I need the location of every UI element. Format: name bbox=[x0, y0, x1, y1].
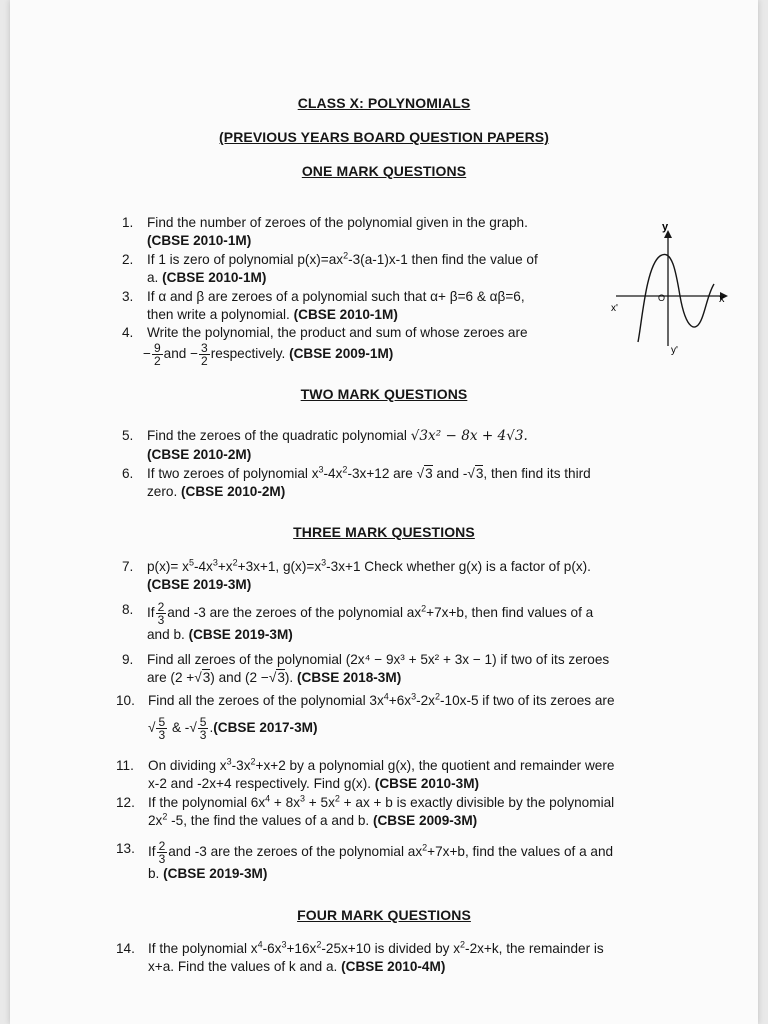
section-three-mark: THREE MARK QUESTIONS bbox=[293, 524, 475, 540]
curve bbox=[638, 254, 714, 342]
fraction-root-five-thirds-2: $\frac{5}{3}$ bbox=[199, 714, 207, 742]
question-12: 12. If the polynomial $6x^4 + 8x^3 + 5x^2$ + ax + b is exactly divisible by the polynomial $2x^2$ -5, the find the values of a and b. (CBSE 2009-3M) bbox=[116, 793, 615, 828]
label-y-prime: y' bbox=[671, 345, 678, 356]
document-title: CLASS X: POLYNOMIALS bbox=[297, 95, 471, 111]
question-9: 9. Find all zeroes of the polynomial (2x⁴ − 9x³ + 5x² + 3x − 1) if two of its zeroes are (2 +√3) and (2 −√3). (CBSE 2018-3M) bbox=[122, 652, 610, 685]
question-14: 14. If the polynomial $x^4-6x^3+16x^2-25x+10$ is divided by $x^2-2x+k$, the remainder is x+a. Find the values of k and a. (CBSE 2010-4M) bbox=[116, 939, 604, 974]
question-3: 3. If α and β are zeroes of a polynomial such that α+ β=6 & αβ=6, then write a polynomial. (CBSE 2010-1M) bbox=[122, 289, 525, 322]
label-x-prime: x' bbox=[611, 303, 618, 314]
polynomial-graph bbox=[608, 222, 730, 358]
question-13: 13. If $\frac{2}{3}$ and -3 are the zeroes of the polynomial $ax^2+7x+b$, find the values of a and b. (CBSE 2019-3M) bbox=[116, 839, 614, 881]
label-x: x bbox=[719, 293, 725, 305]
fraction-three-halves: $\frac{3}{2}$ bbox=[201, 340, 208, 368]
question-7: 7. $p(x)= x^5-4x^3+x^2+3x+1$, $g(x)=x^3-3x+1$ Check whether g(x) is a factor of p(x). (CBSE 2019-3M) bbox=[122, 557, 591, 592]
label-origin: O bbox=[658, 293, 666, 303]
fraction-nine-halves: $\frac{9}{2}$ bbox=[153, 340, 161, 368]
question-1: 1. Find the number of zeroes of the polynomial given in the graph. (CBSE 2010-1M) bbox=[122, 215, 528, 248]
question-10: 10. Find all the zeroes of the polynomial $3x^4+6x^3-2x^2-10x-5$ if two of its zeroes are √ $\frac{5}{3}$ & -√ $\frac{5}{3}$ .(CBSE 2017-3M) bbox=[116, 691, 615, 742]
question-2: 2. If 1 is zero of polynomial $p(x)=ax^2-3(a-1)x-1$ then find the value of a. (CBSE 2010-1M) bbox=[122, 250, 538, 285]
fraction-two-thirds-2: $\frac{2}{3}$ bbox=[158, 839, 166, 866]
fraction-root-five-thirds: $\frac{5}{3}$ bbox=[158, 714, 166, 742]
label-y: y bbox=[662, 222, 669, 233]
question-8: 8. If $\frac{2}{3}$ and -3 are the zeroes of the polynomial $ax^2+7x+b$, then find values of a and b. (CBSE 2019-3M) bbox=[122, 600, 594, 642]
fraction-two-thirds: $\frac{2}{3}$ bbox=[157, 600, 165, 627]
section-four-mark: FOUR MARK QUESTIONS bbox=[297, 907, 471, 923]
question-5: 5. Find the zeroes of the quadratic polynomial √3x² − 8x + 4√3. (CBSE 2010-2M) bbox=[122, 428, 528, 462]
quadratic-expression: √3x² − 8x + 4√3. bbox=[410, 428, 528, 444]
section-two-mark: TWO MARK QUESTIONS bbox=[300, 386, 468, 402]
section-one-mark: ONE MARK QUESTIONS bbox=[301, 163, 467, 179]
document-subtitle: (PREVIOUS YEARS BOARD QUESTION PAPERS) bbox=[219, 129, 549, 145]
question-6: 6. If two zeroes of polynomial $x^3-4x^2-3x+12$ are √3 and -√3, then find its third zero. (CBSE 2010-2M) bbox=[122, 464, 591, 499]
question-4: 4. Write the polynomial, the product and sum of whose zeroes are − $\frac{9}{2}$ and − $\frac{3}{2}$ respectively. (CBSE 2009-1M) bbox=[122, 325, 528, 368]
question-11: 11. On dividing $x^3-3x^2+x+2$ by a polynomial g(x), the quotient and remainder were x-2 and -2x+4 respectively. Find g(x). (CBSE 2010-3M) bbox=[116, 756, 615, 791]
